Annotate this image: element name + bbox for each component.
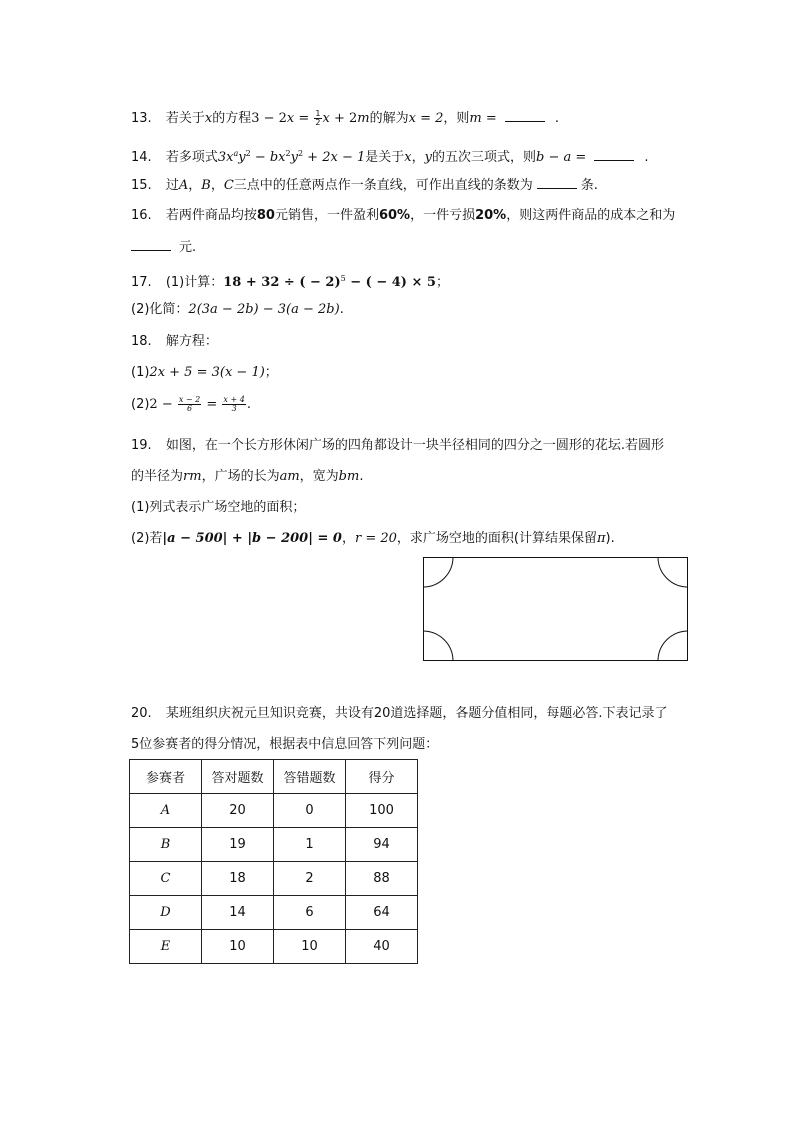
q15-sep2: ， xyxy=(210,178,224,193)
table-row xyxy=(130,794,418,828)
q14-poly-2: y xyxy=(238,150,246,165)
question-15 xyxy=(131,176,598,195)
cell-contestant: A xyxy=(130,794,202,828)
header-wrong: 答错题数 xyxy=(274,760,346,794)
q13-var-m: m xyxy=(357,111,370,126)
q14-answer-blank[interactable] xyxy=(594,148,634,161)
q20-line-1: 某班组织庆祝元旦知识竞赛，共设有20道选择题，各题分值相同，每题必答.下表记录了 xyxy=(165,706,668,721)
q19-part2-c: ，求广场空地的面积(计算结果保留 xyxy=(396,531,597,546)
cell-correct: 10 xyxy=(202,930,274,964)
q18-part1-label: (1) xyxy=(131,365,150,380)
q18-frac2-num: x + 4 xyxy=(223,395,245,404)
question-18 xyxy=(131,333,218,351)
q16-number: 16. xyxy=(131,208,152,223)
q15-point-b: B xyxy=(201,178,211,193)
q14-exp-a: a xyxy=(233,149,239,158)
question-19-part-2 xyxy=(131,530,615,548)
q17-part1-label: (1)计算： xyxy=(165,275,224,290)
cell-score: 64 xyxy=(346,896,418,930)
question-18-part-1 xyxy=(131,364,278,382)
q18-semicolon: ； xyxy=(264,365,278,380)
q13-var-x: x xyxy=(204,111,213,126)
q17-dot: . xyxy=(339,302,344,317)
cell-score: 94 xyxy=(346,828,418,862)
q16-loss-rate: 20% xyxy=(475,208,507,223)
q17-expr-1a: 18 + 32 ÷ ( − 2) xyxy=(223,275,341,290)
q14-poly-1: 3x xyxy=(217,150,234,165)
q13-var-m2: m xyxy=(469,111,482,126)
header-score: 得分 xyxy=(346,760,418,794)
q14-text-post2: 的五次三项式，则 xyxy=(431,150,536,165)
table-row xyxy=(130,862,418,896)
q15-answer-blank[interactable] xyxy=(537,176,577,189)
plaza-rectangle xyxy=(424,558,688,661)
q14-poly-3: − bx xyxy=(250,150,286,165)
q18-fraction-2 xyxy=(222,396,245,413)
cell-score: 40 xyxy=(346,930,418,964)
q18-fraction-1 xyxy=(178,396,201,413)
q19-part1: (1)列式表示广场空地的面积； xyxy=(131,500,306,515)
q18-frac1-num: x − 2 xyxy=(178,395,201,404)
q13-eq-a: 3 − 2 xyxy=(251,111,287,126)
q19-line-1: 如图，在一个长方形休闲广场的四角都设计一块半径相同的四分之一圆形的花坛.若圆形 xyxy=(165,438,664,453)
q13-var-x3: x xyxy=(322,111,330,126)
q13-equals: = xyxy=(481,111,501,126)
q15-end: 条. xyxy=(580,178,598,193)
table-row xyxy=(130,896,418,930)
q15-text-pre: 过 xyxy=(165,178,179,193)
q18-eq2-b: = xyxy=(202,397,222,412)
q15-number: 15. xyxy=(131,178,152,193)
question-20-line-2 xyxy=(131,736,438,754)
q15-point-a: A xyxy=(178,178,189,193)
flowerbed-top-right xyxy=(658,558,688,588)
cell-correct: 19 xyxy=(202,828,274,862)
cell-correct: 20 xyxy=(202,794,274,828)
q19-number: 19. xyxy=(131,438,152,453)
question-14 xyxy=(131,145,649,167)
q16-answer-blank[interactable] xyxy=(131,238,171,251)
cell-contestant: C xyxy=(130,862,202,896)
q18-equation-1: 2x + 5 = 3(x − 1) xyxy=(149,365,265,380)
flowerbed-bottom-right xyxy=(658,631,688,661)
score-table xyxy=(129,759,418,964)
q18-part2-label: (2) xyxy=(131,397,150,412)
question-13 xyxy=(131,109,559,128)
cell-correct: 14 xyxy=(202,896,274,930)
q13-text-then: ，则 xyxy=(443,111,470,126)
q18-frac1-den: 6 xyxy=(187,404,193,413)
q13-fraction xyxy=(314,110,321,127)
q18-number: 18. xyxy=(131,334,152,349)
question-17 xyxy=(131,270,449,292)
q19-line2-b: ，广场的长为 xyxy=(201,469,280,484)
q13-frac-den: 2 xyxy=(315,118,321,127)
table-row xyxy=(130,930,418,964)
table-header-row xyxy=(130,760,418,794)
q14-poly-4: y xyxy=(290,150,298,165)
q13-var-x2: x xyxy=(286,111,295,126)
table-row xyxy=(130,828,418,862)
q16-end: 元. xyxy=(179,240,197,255)
q13-text-post: 的解为 xyxy=(369,111,409,126)
cell-score: 88 xyxy=(346,862,418,896)
q19-line2-d: . xyxy=(359,469,364,484)
q14-end: . xyxy=(644,150,649,165)
q18-dot: . xyxy=(246,397,251,412)
q16-text-3: ，一件亏损 xyxy=(410,208,476,223)
q14-exp-2b: 2 xyxy=(285,149,291,158)
question-19-line-2 xyxy=(131,468,363,486)
q19-square-figure xyxy=(423,557,688,661)
q13-eq-b: = xyxy=(294,111,314,126)
q19-part2-condition: |a − 500| + |b − 200| = 0 xyxy=(162,531,342,546)
q15-point-c: C xyxy=(223,178,234,193)
header-contestant: 参赛者 xyxy=(130,760,202,794)
q14-exp-2a: 2 xyxy=(245,149,251,158)
q13-text-mid: 的方程 xyxy=(212,111,252,126)
q19-radius: rm xyxy=(183,469,202,484)
q14-b-minus-a: b − a = xyxy=(536,150,591,165)
q20-number: 20. xyxy=(131,706,152,721)
cell-contestant: B xyxy=(130,828,202,862)
q17-expr-2: 2(3a − 2b) − 3(a − 2b) xyxy=(188,302,340,317)
q19-pi: π xyxy=(596,531,606,546)
q18-frac2-den: 3 xyxy=(231,404,237,413)
q17-expr-1b: − ( − 4) × 5 xyxy=(345,275,436,290)
q17-number: 17. xyxy=(131,275,152,290)
q14-text-post: 是关于 xyxy=(365,150,405,165)
question-17-part-2 xyxy=(131,301,344,319)
q14-var-y: y xyxy=(424,150,432,165)
q14-number: 14. xyxy=(131,150,152,165)
q16-text-2: 元销售，一件盈利 xyxy=(274,208,379,223)
cell-wrong: 6 xyxy=(274,896,346,930)
q19-width: bm xyxy=(338,469,360,484)
cell-wrong: 2 xyxy=(274,862,346,896)
cell-contestant: E xyxy=(130,930,202,964)
cell-correct: 18 xyxy=(202,862,274,896)
q16-profit-rate: 60% xyxy=(378,208,411,223)
q18-eq2-a: 2 − xyxy=(149,397,177,412)
q16-text-4: ，则这两件商品的成本之和为 xyxy=(506,208,676,223)
cell-contestant: D xyxy=(130,896,202,930)
q17-expr-exp: 5 xyxy=(340,274,346,283)
cell-wrong: 0 xyxy=(274,794,346,828)
cell-score: 100 xyxy=(346,794,418,828)
q17-part2-label: (2)化简： xyxy=(131,302,189,317)
q14-sep: ， xyxy=(411,150,425,165)
q13-solution: x = 2 xyxy=(408,111,444,126)
question-16 xyxy=(131,207,675,225)
flowerbed-top-left xyxy=(424,558,454,588)
flowerbed-bottom-left xyxy=(424,631,454,661)
q19-part2-b: ， xyxy=(341,531,355,546)
q18-title: 解方程： xyxy=(165,334,218,349)
q20-line-2: 5位参赛者的得分情况，根据表中信息回答下列问题： xyxy=(131,737,439,752)
question-19 xyxy=(131,437,664,455)
q13-answer-blank[interactable] xyxy=(505,109,545,122)
q15-sep1: ， xyxy=(188,178,202,193)
q13-end: . xyxy=(554,111,560,126)
q19-part2-d: ). xyxy=(605,531,615,546)
q15-text-post: 三点中的任意两点作一条直线，可作出直线的条数为 xyxy=(233,178,533,193)
q19-line2-c: ，宽为 xyxy=(299,469,339,484)
cell-wrong: 10 xyxy=(274,930,346,964)
q19-part2-a: (2)若 xyxy=(131,531,163,546)
q14-poly-5: + 2x − 1 xyxy=(303,150,366,165)
q13-frac-num: 1 xyxy=(315,109,321,118)
q13-text-pre: 若关于 xyxy=(165,111,205,126)
q14-text-pre: 若多项式 xyxy=(165,150,218,165)
question-16-line-2 xyxy=(131,238,196,257)
q16-price: 80 xyxy=(256,208,275,223)
q14-exp-2c: 2 xyxy=(297,149,304,158)
q14-var-x: x xyxy=(404,150,412,165)
q19-line2-a: 的半径为 xyxy=(131,469,184,484)
q17-semicolon: ； xyxy=(435,275,449,290)
q13-number: 13. xyxy=(131,111,152,126)
question-18-part-2 xyxy=(131,396,251,414)
q13-eq-c: + 2 xyxy=(329,111,358,126)
question-19-part-1 xyxy=(131,499,305,517)
cell-wrong: 1 xyxy=(274,828,346,862)
q16-text-1: 若两件商品均按 xyxy=(165,208,257,223)
q19-part2-r: r = 20 xyxy=(354,531,397,546)
q19-length: am xyxy=(279,469,300,484)
question-20 xyxy=(131,705,668,723)
header-correct: 答对题数 xyxy=(202,760,274,794)
